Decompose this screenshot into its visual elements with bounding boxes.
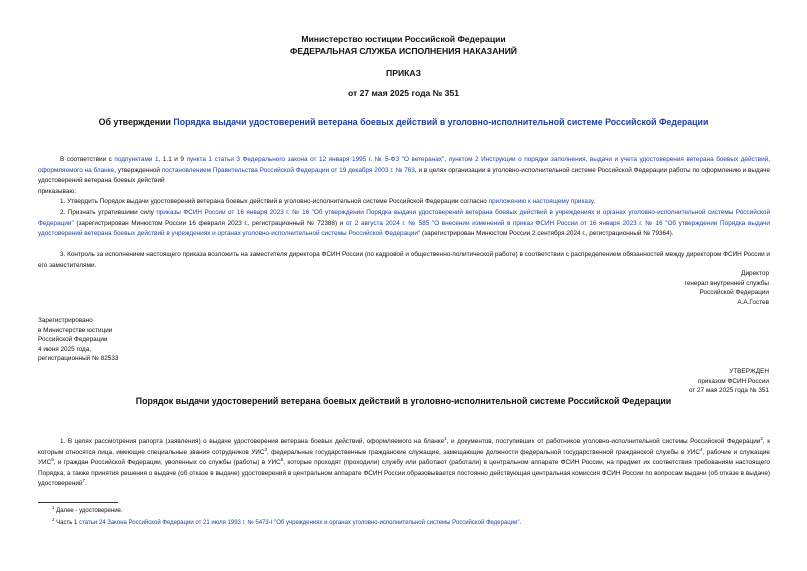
procedure-text: , федеральные государственные гражданские служащие, замещающие должности федеральной государственной гражданской службы в УИС	[266, 448, 700, 456]
registration-line: регистрационный № 82533	[38, 355, 119, 363]
item-1-end: .	[593, 198, 596, 205]
registration-block	[38, 316, 118, 364]
link-law-5473[interactable]: статьи 24 Закона Российской Федерации от 21 июля 1993 г. № 5473-I "Об учреждениях и органах уголовно-исполнительной системы Российской Федерации"	[79, 520, 520, 526]
signature-name: А.А.Гостев	[737, 298, 769, 306]
footnote-ref: 7	[82, 477, 86, 483]
procedure-text: , к которым относятся лица, имеющие специальные звания сотрудников УИС	[38, 438, 770, 456]
approved-block	[689, 367, 769, 396]
procedure-text: , которые проходят (проходили) службу или работают (работали) в центральном аппарате ФСИН России, на предмет их соответствия требованиям настоящего Порядка, а также принятия решения о выдаче (об отказе в выдаче) удостоверений в центральном аппарате ФСИН России образовывается постоянно действующая центральная комиссия ФСИН России по вопросам выдачи (об отказе в выдаче) удостоверений	[38, 459, 770, 487]
link-order-585[interactable]: от 2 августа 2024 г. № 585 "О внесении изменений в приказ ФСИН России от 16 января 2023 г. № 16 "Об утверждении Порядка выдачи удостоверений ветерана боевых действий в учреждениях и органах уголовно-исполнительной системы Российской Федерации"	[38, 219, 770, 237]
procedure-text: , рабочие и служащие УИС	[38, 448, 770, 466]
item-2-end: (зарегистрирован Минюстом России 2 сентября 2024 г., регистрационный № 79364).	[420, 230, 674, 237]
procedure-text: 1. В целях рассмотрения рапорта (заявления) о выдаче удостоверения ветерана боевых действий, оформляемого на бланке	[60, 438, 445, 445]
footnote-2	[52, 519, 521, 528]
footnote-ref: 3	[264, 446, 267, 452]
approved-line: от 27 мая 2025 года № 351	[688, 387, 769, 395]
approved-line: приказом ФСИН России	[697, 377, 769, 385]
footnote-text: Далее - удостоверение.	[54, 508, 123, 514]
order-word: приказываю:	[38, 188, 76, 195]
signature-country: Российской Федерации	[699, 289, 769, 297]
doc-type: ПРИКАЗ	[386, 68, 421, 78]
footnote-mark: 1	[52, 505, 55, 510]
signature-position: Директор	[741, 270, 769, 277]
order-date-number: от 27 мая 2025 года № 351	[347, 88, 460, 98]
link-instruction[interactable]: пунктом 2 Инструкции о порядке заполнения, выдачи и учета удостоверения ветерана боевых действий, оформляемого на бланке	[38, 156, 770, 174]
preamble-text: ,	[444, 156, 449, 163]
order-title	[0, 117, 807, 127]
approved-line: УТВЕРЖДЕН	[729, 368, 769, 375]
link-appendix[interactable]: приложению к настоящему приказу	[488, 198, 594, 205]
ministry-name: Министерство юстиции Российской Федерации	[301, 34, 506, 44]
signature-rank: генерал внутренней службы	[684, 279, 769, 287]
preamble-text: В соответствии с	[60, 156, 115, 163]
registration-line: Зарегистрировано	[38, 317, 93, 324]
footnote-ref: 5	[51, 456, 54, 462]
procedure-text: , и документов, поступивших от работников уголовно-исполнительной системы Российской Федерации	[446, 438, 761, 445]
footnote-ref: 4	[699, 446, 703, 452]
procedure-title: Порядок выдачи удостоверений ветерана боевых действий в уголовно-исполнительной системе Российской Федерации	[135, 396, 672, 406]
procedure-paragraph-1	[38, 437, 770, 490]
registration-line: в Министерстве юстиции	[38, 326, 113, 334]
order-title-link[interactable]: Порядка выдачи удостоверений ветерана боевых действий в уголовно-исполнительной системе Российской Федерации	[173, 117, 709, 127]
link-government-decree[interactable]: постановлением Правительства Российской Федерации от 19 декабря 2003 г. № 763	[161, 166, 415, 174]
item-1-text: 1. Утвердить Порядок выдачи удостоверений ветерана боевых действий в уголовно-исполнительной системе Российской Федерации согласно	[60, 198, 489, 205]
link-federal-law-5fz[interactable]: пункта 1 статьи 3 Федерального закона от 12 января 1995 г. № 5-ФЗ "О ветеранах"	[186, 156, 445, 163]
preamble	[38, 155, 770, 187]
item-2	[38, 208, 770, 240]
registration-line: Российской Федерации	[38, 336, 108, 344]
footnote-ref: 6	[280, 456, 284, 462]
footnote-ref[interactable]: 2	[760, 435, 763, 441]
footnote-divider	[38, 502, 118, 503]
link-order-16[interactable]: приказы ФСИН России от 16 января 2023 г. № 16 "Об утверждении Порядка выдачи удостоверений ветерана боевых действий в учреждениях и органах уголовно-исполнительной системы Российской Федерации"	[38, 209, 771, 227]
footnote-text: Часть 1	[54, 520, 80, 526]
footnote-mark: 2	[52, 517, 55, 522]
procedure-text: .	[85, 480, 87, 487]
link-subpoints[interactable]: подпунктами 1	[114, 156, 159, 163]
footnote-1	[52, 507, 123, 516]
footnote-ref[interactable]: 1	[444, 435, 447, 441]
item-3: 3. Контроль за исполнением настоящего приказа возложить на заместителя директора ФСИН России (по кадровой и общественно-политической работе) в соответствии с распределением обязанностей между директором ФСИН России и его заместителями.	[38, 251, 770, 269]
item-2-text: 2. Признать утратившими силу	[60, 209, 157, 216]
footnote-text: .	[519, 520, 522, 526]
item-1	[38, 197, 770, 208]
procedure-text: , и граждан Российской Федерации, уволенных со службы (работы) в УИС	[53, 459, 281, 466]
preamble-text: , утвержденной	[114, 166, 162, 174]
signature-block	[685, 269, 769, 307]
preamble-text: , и в целях организации в уголовно-исполнительной системе Российской Федерации работы по оформлению и выдаче удостоверений ветерана боевых действий	[38, 166, 771, 184]
preamble-text: , 1.1 и 9	[158, 156, 187, 163]
order-title-prefix: Об утверждении	[98, 117, 174, 127]
item-2-mid: (зарегистрирован Минюстом России 16 февраля 2023 г., регистрационный № 72388) и	[73, 219, 346, 227]
service-name: ФЕДЕРАЛЬНАЯ СЛУЖБА ИСПОЛНЕНИЯ НАКАЗАНИЙ	[290, 46, 517, 56]
registration-line: 4 июня 2025 года,	[38, 345, 92, 353]
